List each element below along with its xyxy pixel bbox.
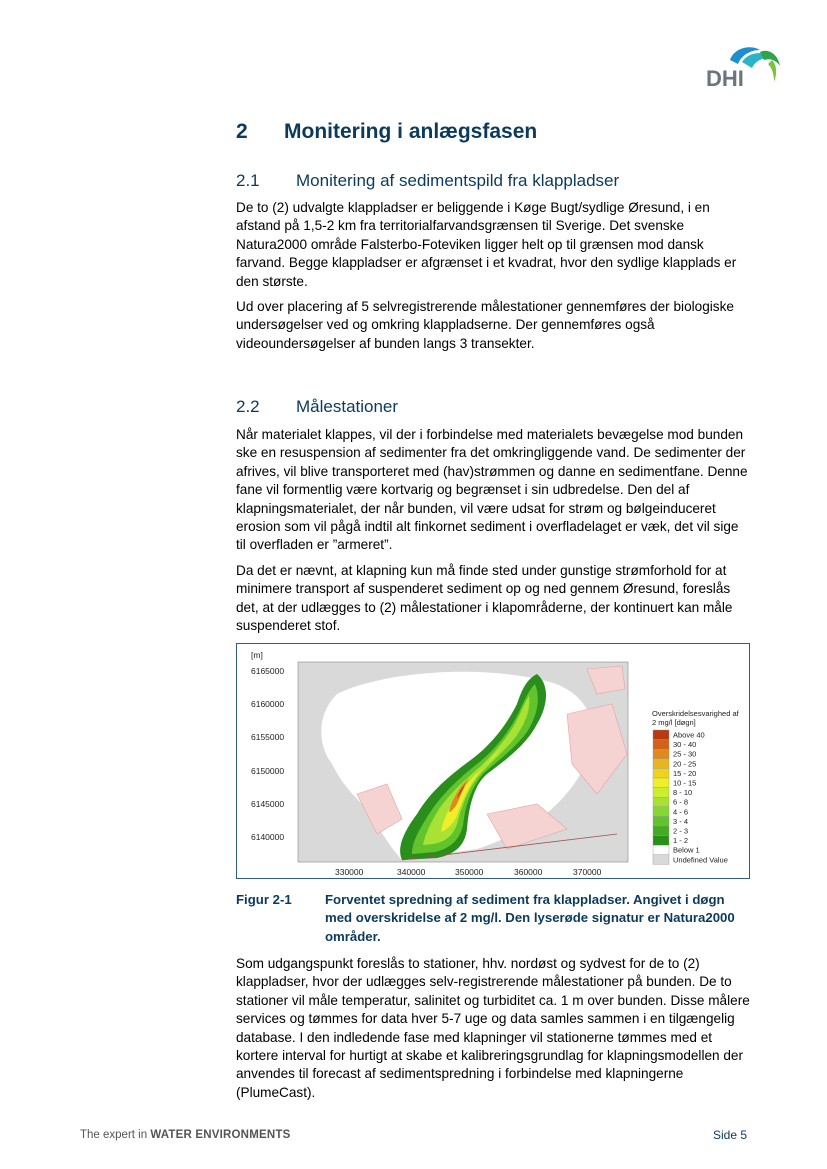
section-heading-2-1	[236, 171, 619, 191]
legend-swatch	[653, 807, 669, 817]
legend-label: 10 - 15	[673, 778, 697, 788]
legend-label: 2 - 3	[673, 826, 689, 836]
paragraph: Da det er nævnt, at klapning kun må finde sted under gunstige strømforhold for at minimere transport af suspenderet sediment op og ned gennem Øresund, foreslås det, at der udlægges to (2) målestationer i klapområderne, der kontinuert kan måle suspenderet stof.	[236, 563, 733, 634]
legend-label: 1 - 2	[673, 836, 689, 846]
unit-label: [m]	[251, 650, 263, 660]
x-tick: 340000	[397, 867, 426, 877]
tagline-prefix: The expert in	[80, 1129, 151, 1141]
chapter-number: 2	[236, 120, 248, 143]
sediment-map-figure	[236, 643, 750, 879]
legend-label: 20 - 25	[673, 759, 697, 769]
section-title: Monitering af sedimentspild fra klappladser	[296, 171, 620, 190]
legend-swatch	[653, 740, 669, 750]
x-tick: 360000	[514, 867, 543, 877]
legend-label: 15 - 20	[673, 768, 697, 778]
section-heading-2-2	[236, 397, 398, 417]
legend-swatch	[653, 788, 669, 798]
legend-label: 8 - 10	[673, 788, 693, 798]
legend-swatch	[653, 826, 669, 836]
legend-label: 6 - 8	[673, 797, 689, 807]
y-tick: 6140000	[251, 832, 285, 842]
section-number: 2.1	[236, 171, 260, 190]
y-tick: 6150000	[251, 766, 285, 776]
legend-swatch	[653, 778, 669, 788]
legend-label: 4 - 6	[673, 807, 689, 817]
footer-tagline	[80, 1129, 290, 1141]
legend-title: 2 mg/l [døgn]	[652, 718, 696, 727]
svg-text:DHI: DHI	[706, 66, 744, 91]
legend-label: 25 - 30	[673, 749, 697, 759]
y-tick: 6155000	[251, 732, 285, 742]
page-number: Side 5	[713, 1128, 748, 1142]
legend-swatch	[653, 797, 669, 807]
y-tick: 6165000	[251, 666, 285, 676]
caption-text: Forventet spredning af sediment fra klappladser. Angivet i døgn med overskridelse af 2 mg/l. Den lyserøde signatur er Natura2000 områder.	[325, 892, 735, 944]
section-title: Målestationer	[296, 397, 399, 416]
legend-swatch	[653, 845, 669, 855]
legend-label: Below 1	[673, 845, 700, 855]
legend-swatch	[653, 768, 669, 778]
legend-label: 30 - 40	[673, 740, 697, 750]
section-number: 2.2	[236, 397, 260, 416]
paragraph: Når materialet klappes, vil der i forbindelse med materialets bevægelse mod bunden ske en resuspension af sedimenter fra det omkringliggende vand. De sedimenter der afrives, vil blive transporteret med (hav)strømmen og danne en sedimentfane. Denne fane vil formentlig være kortvarig og begrænset i sin udbredelse. Den del af klapningsmaterialet, der når bunden, vil være udsat for strøm og bølgeinduceret erosion som vil pågå indtil alt finkornet sediment i overfladelaget er væk, det vil sige til overfladen er ”armeret”.	[236, 427, 748, 553]
dhi-logo	[702, 42, 782, 92]
chapter-heading	[236, 120, 537, 144]
x-tick: 330000	[335, 867, 364, 877]
paragraph: De to (2) udvalgte klappladser er beliggende i Køge Bugt/sydlige Øresund, i en afstand på 1,5-2 km fra territorialfarvandsgrænsen til Sverige. Det svenske Natura2000 område Falsterbo-Foteviken ligger helt op til grænsen mod dansk farvand. Begge klappladser er afgrænset i et kvadrat, hvor den sydlige klapplads er den største.	[236, 200, 737, 289]
legend-swatch	[653, 816, 669, 826]
legend-swatch	[653, 836, 669, 846]
legend-swatch	[653, 759, 669, 769]
paragraph: Som udgangspunkt foreslås to stationer, hhv. nordøst og sydvest for de to (2) klappladser, hvor der udlægges selv-registrerende målestationer på bunden. De to stationer vil måle temperatur, salinitet og turbiditet ca. 1 m over bunden. Disse målere services og tømmes for data hver 5-7 uge og data samles sammen i en tilgængelig database. I den indledende fase med klapninger vil stationerne tømmes med et kortere interval for hurtigt at skabe et kalibreringsgrundlag for klapningsmodellen der anvendes til forecast af sedimentspredning i forbindelse med klapningerne (PlumeCast).	[236, 956, 750, 1100]
legend-swatch	[653, 749, 669, 759]
figure-caption	[236, 891, 752, 946]
legend-label: Undefined Value	[673, 855, 728, 865]
y-tick: 6145000	[251, 799, 285, 809]
legend-label: Above 40	[673, 730, 705, 740]
tagline-bold: WATER ENVIRONMENTS	[150, 1129, 291, 1141]
paragraph: Ud over placering af 5 selvregistrerende målestationer gennemføres der biologiske undersøgelser ved og omkring klappladserne. Der gennemføres også videoundersøgelser af bunden langs 3 transekter.	[236, 299, 734, 351]
legend-title: Overskridelsesvarighed af	[652, 709, 739, 718]
legend-swatch	[653, 855, 669, 865]
caption-label: Figur 2-1	[236, 892, 292, 907]
x-tick: 350000	[455, 867, 484, 877]
x-tick: 370000	[573, 867, 602, 877]
y-tick: 6160000	[251, 699, 285, 709]
legend-label: 3 - 4	[673, 816, 689, 826]
chapter-title: Monitering i anlægsfasen	[284, 120, 538, 143]
legend-swatch	[653, 730, 669, 740]
